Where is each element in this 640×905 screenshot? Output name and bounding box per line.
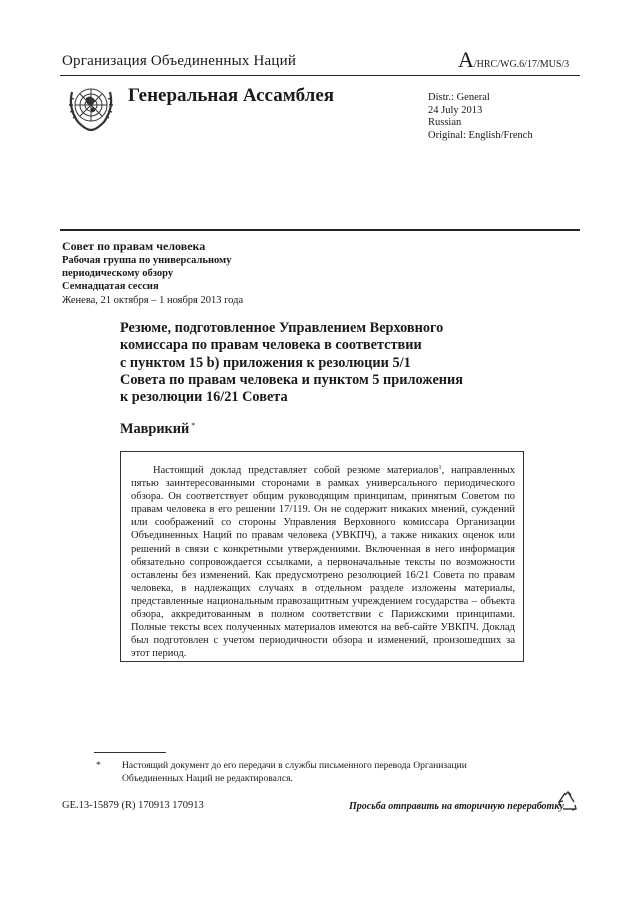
recycle-icon (557, 791, 579, 813)
symbol-letter: A (458, 47, 474, 72)
date-line: 24 July 2013 (428, 104, 483, 116)
title-line: Совета по правам человека и пунктом 5 приложения (120, 371, 464, 388)
title-line: Резюме, подготовленное Управлением Верховного (120, 320, 444, 336)
job-number: GE.13-15879 (R) 170913 170913 (62, 800, 204, 811)
session-meta (62, 238, 362, 307)
header-bottom-rule (60, 229, 580, 231)
working-group-line2: периодическому обзору (62, 268, 174, 280)
summary-text (131, 464, 515, 660)
council-name: Совет по правам человека (62, 239, 206, 253)
footnote-rule (94, 752, 166, 753)
document-title (120, 320, 540, 406)
session-dates: Женева, 21 октября – 1 ноября 2013 года (62, 294, 244, 306)
organization-name: Организация Объединенных Наций (62, 53, 297, 69)
distr-line: Distr.: General (428, 92, 490, 103)
country-heading (120, 421, 195, 438)
recycle-note: Просьба отправить на вторичную переработку (349, 801, 564, 812)
summary-box (120, 451, 524, 662)
un-emblem-icon (64, 80, 118, 134)
title-line: с пунктом 15 b) приложения к резолюции 5/1 (120, 354, 411, 371)
summary-footnote-ref: 1 (438, 464, 442, 471)
title-line: к резолюции 16/21 Совета (120, 389, 288, 406)
title-line: комиссара по правам человека в соответствии (120, 337, 422, 354)
assembly-title: Генеральная Ассамблея (128, 85, 335, 106)
language-line: Russian (428, 117, 462, 129)
country-footnote-marker: * (191, 421, 196, 430)
footnote-marker: * (96, 760, 101, 771)
document-symbol (458, 47, 570, 72)
summary-part1: Настоящий доклад представляет собой резюме материалов (153, 465, 439, 476)
footnote-text: Настоящий документ до его передачи в службы письменного перевода Организации Объединенных Наций не редактировался. (122, 760, 467, 784)
distribution-info (428, 92, 533, 142)
country-name: Маврикий (120, 421, 190, 437)
symbol-code: /HRC/WG.6/17/MUS/3 (473, 59, 570, 70)
header-rule (60, 75, 580, 76)
original-line: Original: English/French (428, 129, 533, 141)
summary-part2: , направленных пятью заинтересованными сторонами в рамках универсального периодического обзора. Он соответствует общим руководящим принципам, принятым Советом по правам человека в его решении 17/119. Он не содержит никаких мнений, суждений или соображений со стороны Управления Верховного комиссара Организации Объединенных Наций по правам человека (УВКПЧ), а также никаких оценок или решений в связи с конкретными утверждениями. Включенная в него информация обязательно сопровождается ссылками, а первоначальные тексты по возможности оставлены без изменений. Как предусмотрено резолюцией 16/21 Совета по правам человека, в надлежащих случаях в отдельном разделе изложены материалы, представленные национальным правозащитным учреждением государства – объекта обзора, аккредитованным в полном соответствии с Парижскими принципами. Полные тексты всех полученных материалов имеются на веб-сайте УВКПЧ. Доклад был подготовлен с учетом периодичности обзора и изменений, произошедших за этот период. (131, 465, 515, 660)
working-group-line1: Рабочая группа по универсальному (62, 255, 232, 266)
session-name: Семнадцатая сессия (62, 281, 159, 293)
